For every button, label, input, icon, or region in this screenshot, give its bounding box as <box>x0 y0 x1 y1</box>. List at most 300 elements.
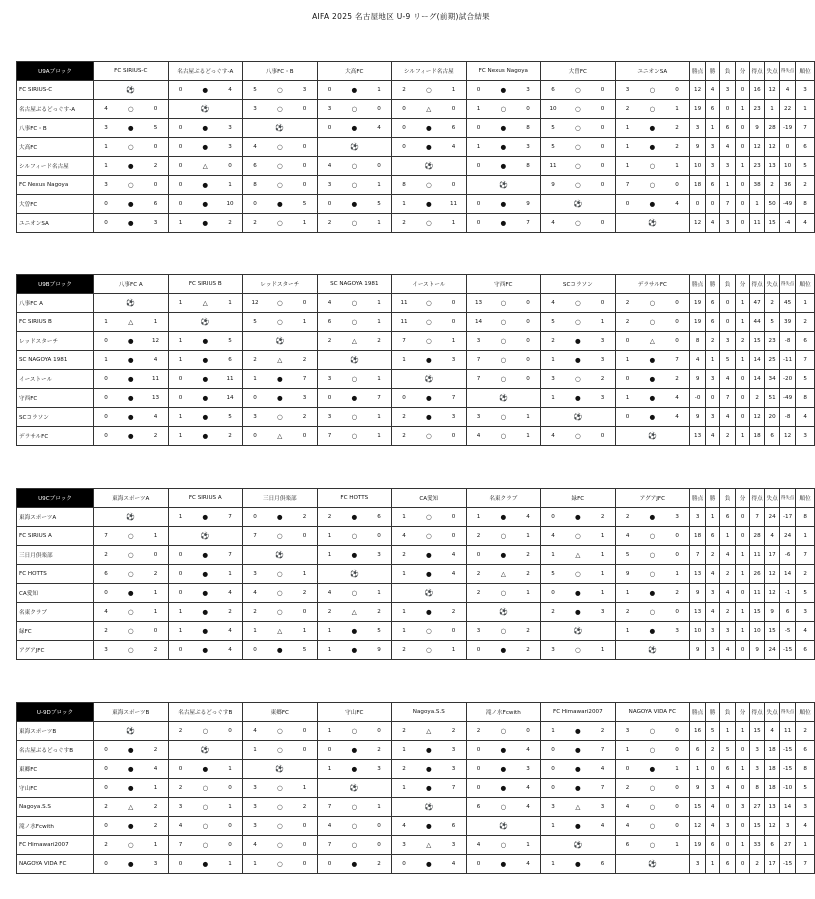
stat-value: 1 <box>736 427 750 446</box>
stat-value: -5 <box>780 622 796 641</box>
goals-against: 1 <box>442 81 467 100</box>
goals-against: 0 <box>218 836 243 855</box>
goals-against: 5 <box>218 408 243 427</box>
stat-value: 12 <box>690 214 706 233</box>
win-icon: ○ <box>565 138 591 157</box>
stat-value: 4 <box>706 81 720 100</box>
goals-for: 3 <box>243 779 268 798</box>
goals-for: 1 <box>615 389 640 408</box>
win-icon: ○ <box>342 798 368 817</box>
team-name: 大曽FC <box>17 195 94 214</box>
stat-header: 順位 <box>796 489 815 508</box>
loss-icon: ● <box>416 389 442 408</box>
loss-icon: ● <box>193 370 219 389</box>
table-row <box>17 313 815 332</box>
loss-icon: ● <box>342 195 368 214</box>
goals-for: 1 <box>168 214 193 233</box>
column-header-team: FC HOTTS <box>317 489 392 508</box>
stat-value: 0 <box>736 741 750 760</box>
goals-for: 7 <box>168 836 193 855</box>
stat-value: 2 <box>765 294 780 313</box>
goals-for: 1 <box>317 760 342 779</box>
stat-value: 12 <box>765 565 780 584</box>
header-row <box>17 275 815 294</box>
goals-for: 3 <box>541 370 566 389</box>
stat-value: 1 <box>736 294 750 313</box>
goals-against: 0 <box>293 741 318 760</box>
loss-icon: ● <box>118 817 144 836</box>
goals-against: 3 <box>442 741 467 760</box>
stat-value: 9 <box>690 584 706 603</box>
goals-for: 4 <box>317 817 342 836</box>
stat-value: 4 <box>706 798 720 817</box>
stat-value: 6 <box>706 294 720 313</box>
goals-for: 2 <box>615 603 640 622</box>
team-name: 滝ノ水Fcwith <box>17 817 94 836</box>
stat-value: 0 <box>720 798 736 817</box>
goals-for: 0 <box>94 584 119 603</box>
loss-icon: ● <box>565 779 591 798</box>
stat-value: 0 <box>736 779 750 798</box>
goals-against: 2 <box>144 798 169 817</box>
draw-icon: △ <box>342 332 368 351</box>
stat-value: 20 <box>765 408 780 427</box>
stat-value: 11 <box>750 546 765 565</box>
goals-for: 0 <box>168 584 193 603</box>
goals-for: 11 <box>392 294 417 313</box>
loss-icon: ● <box>416 817 442 836</box>
goals-for: 0 <box>168 157 193 176</box>
stat-value: 36 <box>780 176 796 195</box>
goals-against: 0 <box>293 176 318 195</box>
stat-value: 2 <box>720 603 736 622</box>
stat-value: 18 <box>750 427 765 446</box>
goals-against: 1 <box>218 294 243 313</box>
goals-for: 3 <box>243 100 268 119</box>
goals-against: 0 <box>293 527 318 546</box>
goals-against: 3 <box>665 622 690 641</box>
goals-for: 2 <box>392 81 417 100</box>
goals-against: 7 <box>293 370 318 389</box>
goals-against: 0 <box>516 722 541 741</box>
goals-against: 0 <box>516 100 541 119</box>
win-icon: ○ <box>491 622 517 641</box>
loss-icon: ● <box>267 370 293 389</box>
goals-for: 7 <box>94 527 119 546</box>
column-header-team: 八事FC A <box>94 275 169 294</box>
league-table-a <box>16 61 815 233</box>
goals-against: 7 <box>516 214 541 233</box>
stat-value: 18 <box>765 779 780 798</box>
stat-value: 9 <box>750 641 765 660</box>
stat-value: 0 <box>720 100 736 119</box>
goals-against: 9 <box>516 195 541 214</box>
goals-against: 0 <box>665 603 690 622</box>
goals-for: 5 <box>243 81 268 100</box>
stat-value: 6 <box>706 100 720 119</box>
loss-icon: ● <box>118 389 144 408</box>
stat-value: 12 <box>750 138 765 157</box>
team-name: 名古屋ぶるどっぐすB <box>17 741 94 760</box>
goals-against: 2 <box>516 641 541 660</box>
team-name: 東郷FC <box>17 760 94 779</box>
draw-icon: △ <box>416 722 442 741</box>
goals-for: 3 <box>243 408 268 427</box>
win-icon: ○ <box>491 527 517 546</box>
win-icon: ○ <box>267 408 293 427</box>
stat-value: 18 <box>690 527 706 546</box>
goals-against: 1 <box>144 313 169 332</box>
goals-for: 7 <box>317 427 342 446</box>
goals-for: 1 <box>243 622 268 641</box>
stat-value: 0 <box>720 294 736 313</box>
stat-value: 16 <box>750 81 765 100</box>
stat-value: 4 <box>796 622 815 641</box>
stat-value: 3 <box>706 622 720 641</box>
goals-for: 4 <box>615 798 640 817</box>
goals-against: 4 <box>591 817 616 836</box>
stat-value: 17 <box>765 546 780 565</box>
goals-against: 2 <box>442 603 467 622</box>
win-icon: ○ <box>267 565 293 584</box>
goals-for: 2 <box>94 798 119 817</box>
win-icon: ○ <box>193 817 219 836</box>
table-row <box>17 408 815 427</box>
stat-value: 0 <box>720 313 736 332</box>
draw-icon: △ <box>193 157 219 176</box>
loss-icon: ● <box>193 641 219 660</box>
goals-for: 4 <box>466 836 491 855</box>
loss-icon: ● <box>416 351 442 370</box>
goals-against: 1 <box>442 214 467 233</box>
stat-value: 3 <box>720 817 736 836</box>
stat-header: 勝点 <box>690 62 706 81</box>
goals-against: 1 <box>442 332 467 351</box>
goals-against: 4 <box>144 760 169 779</box>
draw-icon: △ <box>342 603 368 622</box>
stat-value: 47 <box>750 294 765 313</box>
goals-for: 1 <box>541 817 566 836</box>
goals-for: 1 <box>541 546 566 565</box>
win-icon: ○ <box>640 741 666 760</box>
self-match-icon: ⚽ <box>94 508 169 527</box>
goals-for: 0 <box>94 427 119 446</box>
stat-value: 12 <box>765 584 780 603</box>
page-title: AIFA 2025 名古屋地区 U-9 リーグ(前期)試合結果 <box>312 12 490 21</box>
stat-value: 4 <box>720 641 736 660</box>
goals-for: 1 <box>392 351 417 370</box>
goals-against: 3 <box>516 138 541 157</box>
goals-against: 8 <box>516 157 541 176</box>
goals-against: 1 <box>218 798 243 817</box>
goals-for: 2 <box>243 214 268 233</box>
column-header-team: 東海スポーツA <box>94 489 169 508</box>
goals-for: 3 <box>317 370 342 389</box>
goals-against: 12 <box>144 332 169 351</box>
stat-value: 0 <box>736 138 750 157</box>
stat-header: 勝 <box>706 62 720 81</box>
goals-for: 2 <box>615 294 640 313</box>
stat-value: -19 <box>780 119 796 138</box>
loss-icon: ● <box>416 408 442 427</box>
goals-for: 1 <box>392 195 417 214</box>
win-icon: ○ <box>193 779 219 798</box>
win-icon: ○ <box>267 214 293 233</box>
win-icon: ○ <box>491 798 517 817</box>
stat-value: 2 <box>796 565 815 584</box>
win-icon: ○ <box>640 779 666 798</box>
win-icon: ○ <box>342 100 368 119</box>
table-row <box>17 81 815 100</box>
goals-for: 1 <box>168 622 193 641</box>
loss-icon: ● <box>118 332 144 351</box>
loss-icon: ● <box>416 565 442 584</box>
stat-value: 4 <box>720 370 736 389</box>
loss-icon: ● <box>640 389 666 408</box>
self-match-icon: ⚽ <box>243 546 318 565</box>
loss-icon: ● <box>193 351 219 370</box>
win-icon: ○ <box>342 527 368 546</box>
goals-for: 5 <box>541 138 566 157</box>
stat-value: 0 <box>690 195 706 214</box>
goals-against: 1 <box>144 527 169 546</box>
goals-against: 11 <box>218 370 243 389</box>
win-icon: ○ <box>118 527 144 546</box>
stat-value: 0 <box>736 195 750 214</box>
league-table-c <box>16 488 815 660</box>
goals-against: 5 <box>367 622 392 641</box>
win-icon: ○ <box>565 176 591 195</box>
goals-for: 0 <box>94 760 119 779</box>
goals-against: 0 <box>442 176 467 195</box>
goals-against: 2 <box>218 427 243 446</box>
goals-for: 4 <box>392 527 417 546</box>
self-match-icon: ⚽ <box>392 157 467 176</box>
loss-icon: ● <box>193 603 219 622</box>
goals-for: 0 <box>168 195 193 214</box>
goals-for: 2 <box>317 603 342 622</box>
stat-header: 負 <box>720 703 736 722</box>
goals-against: 2 <box>218 603 243 622</box>
stat-value: 5 <box>796 584 815 603</box>
goals-against: 2 <box>144 565 169 584</box>
win-icon: ○ <box>491 313 517 332</box>
goals-against: 2 <box>516 622 541 641</box>
goals-for: 3 <box>94 641 119 660</box>
win-icon: ○ <box>267 836 293 855</box>
stat-value: 5 <box>765 313 780 332</box>
loss-icon: ● <box>565 741 591 760</box>
stat-value: 3 <box>796 81 815 100</box>
goals-against: 1 <box>367 313 392 332</box>
stat-value: 4 <box>706 427 720 446</box>
goals-against: 2 <box>144 817 169 836</box>
goals-against: 1 <box>367 214 392 233</box>
column-header-team: 守山FC <box>317 703 392 722</box>
stat-header: 得失点 <box>780 62 796 81</box>
stat-value: 3 <box>720 332 736 351</box>
self-match-icon: ⚽ <box>541 408 616 427</box>
stat-value: 0 <box>720 836 736 855</box>
goals-for: 0 <box>541 779 566 798</box>
loss-icon: ● <box>565 603 591 622</box>
goals-for: 7 <box>466 351 491 370</box>
stat-value: 7 <box>750 508 765 527</box>
loss-icon: ● <box>416 779 442 798</box>
win-icon: ○ <box>416 622 442 641</box>
goals-for: 4 <box>168 817 193 836</box>
goals-against: 4 <box>516 855 541 874</box>
column-header-team: NAGOYA VIDA FC <box>615 703 690 722</box>
win-icon: ○ <box>640 603 666 622</box>
stat-value: 4 <box>720 584 736 603</box>
goals-against: 1 <box>591 313 616 332</box>
table-row <box>17 119 815 138</box>
goals-against: 6 <box>442 817 467 836</box>
column-header-team: ユニオンSA <box>615 62 690 81</box>
self-match-icon: ⚽ <box>168 741 243 760</box>
win-icon: ○ <box>193 836 219 855</box>
stat-value: 2 <box>796 176 815 195</box>
goals-against: 2 <box>665 370 690 389</box>
loss-icon: ● <box>640 622 666 641</box>
goals-for: 12 <box>243 294 268 313</box>
win-icon: ○ <box>342 294 368 313</box>
stat-value: 0 <box>736 119 750 138</box>
stat-value: 6 <box>796 741 815 760</box>
stat-value: -15 <box>780 641 796 660</box>
stat-value: 4 <box>706 817 720 836</box>
goals-against: 2 <box>144 157 169 176</box>
stat-header: 分 <box>736 489 750 508</box>
goals-against: 2 <box>293 798 318 817</box>
column-header-team: 八事FC・B <box>243 62 318 81</box>
self-match-icon: ⚽ <box>615 427 690 446</box>
win-icon: ○ <box>565 157 591 176</box>
loss-icon: ● <box>342 546 368 565</box>
table-row <box>17 176 815 195</box>
goals-for: 1 <box>615 622 640 641</box>
block-name: U9Cブロック <box>17 489 94 508</box>
goals-against: 1 <box>591 584 616 603</box>
loss-icon: ● <box>193 195 219 214</box>
header-row <box>17 489 815 508</box>
loss-icon: ● <box>193 508 219 527</box>
stat-value: 3 <box>720 214 736 233</box>
stat-value: 1 <box>706 855 720 874</box>
goals-against: 1 <box>367 294 392 313</box>
goals-against: 13 <box>144 389 169 408</box>
goals-for: 0 <box>168 641 193 660</box>
stat-value: 51 <box>765 389 780 408</box>
stat-value: 9 <box>690 779 706 798</box>
goals-for: 0 <box>94 779 119 798</box>
goals-for: 3 <box>94 176 119 195</box>
goals-for: 0 <box>466 741 491 760</box>
stat-value: -0 <box>690 389 706 408</box>
stat-value: 0 <box>706 195 720 214</box>
goals-for: 7 <box>243 527 268 546</box>
win-icon: ○ <box>491 427 517 446</box>
stat-value: 1 <box>720 527 736 546</box>
win-icon: ○ <box>267 100 293 119</box>
goals-against: 1 <box>516 527 541 546</box>
table-row <box>17 641 815 660</box>
stat-value: 14 <box>750 370 765 389</box>
goals-against: 1 <box>591 641 616 660</box>
stat-value: -15 <box>780 741 796 760</box>
goals-against: 1 <box>293 565 318 584</box>
goals-for: 0 <box>541 741 566 760</box>
goals-for: 1 <box>94 138 119 157</box>
stat-header: 得点 <box>750 275 765 294</box>
stat-value: 4 <box>765 527 780 546</box>
goals-against: 4 <box>516 741 541 760</box>
goals-against: 1 <box>665 760 690 779</box>
goals-against: 0 <box>442 100 467 119</box>
goals-for: 1 <box>94 157 119 176</box>
goals-for: 2 <box>541 332 566 351</box>
stat-value: 2 <box>765 176 780 195</box>
column-header-team: CA愛知 <box>392 489 467 508</box>
stat-value: -49 <box>780 389 796 408</box>
goals-for: 2 <box>392 760 417 779</box>
goals-for: 1 <box>392 508 417 527</box>
stat-value: 0 <box>736 370 750 389</box>
goals-against: 2 <box>367 741 392 760</box>
self-match-icon: ⚽ <box>541 622 616 641</box>
stat-value: 3 <box>796 798 815 817</box>
draw-icon: △ <box>565 798 591 817</box>
goals-against: 6 <box>591 855 616 874</box>
goals-against: 0 <box>293 817 318 836</box>
goals-against: 0 <box>367 157 392 176</box>
win-icon: ○ <box>342 176 368 195</box>
goals-against: 4 <box>218 622 243 641</box>
stat-header: 勝点 <box>690 489 706 508</box>
goals-against: 0 <box>591 427 616 446</box>
goals-for: 7 <box>317 798 342 817</box>
stat-value: 0 <box>736 81 750 100</box>
goals-against: 0 <box>516 294 541 313</box>
draw-icon: △ <box>193 294 219 313</box>
stat-value: 6 <box>706 176 720 195</box>
loss-icon: ● <box>267 641 293 660</box>
win-icon: ○ <box>640 565 666 584</box>
goals-for: 1 <box>392 779 417 798</box>
goals-against: 5 <box>218 332 243 351</box>
stat-value: -11 <box>780 351 796 370</box>
stat-value: 19 <box>690 100 706 119</box>
team-name: シルフィード名古屋 <box>17 157 94 176</box>
stat-value: 7 <box>690 546 706 565</box>
stat-value: 12 <box>690 817 706 836</box>
table-row <box>17 760 815 779</box>
goals-against: 14 <box>218 389 243 408</box>
goals-against: 1 <box>665 565 690 584</box>
loss-icon: ● <box>342 760 368 779</box>
goals-against: 0 <box>293 294 318 313</box>
stat-value: 1 <box>736 622 750 641</box>
stat-value: 0 <box>736 855 750 874</box>
goals-for: 11 <box>392 313 417 332</box>
stat-value: -1 <box>780 584 796 603</box>
stat-value: 4 <box>720 779 736 798</box>
loss-icon: ● <box>118 157 144 176</box>
loss-icon: ● <box>342 389 368 408</box>
win-icon: ○ <box>342 370 368 389</box>
goals-for: 6 <box>317 313 342 332</box>
